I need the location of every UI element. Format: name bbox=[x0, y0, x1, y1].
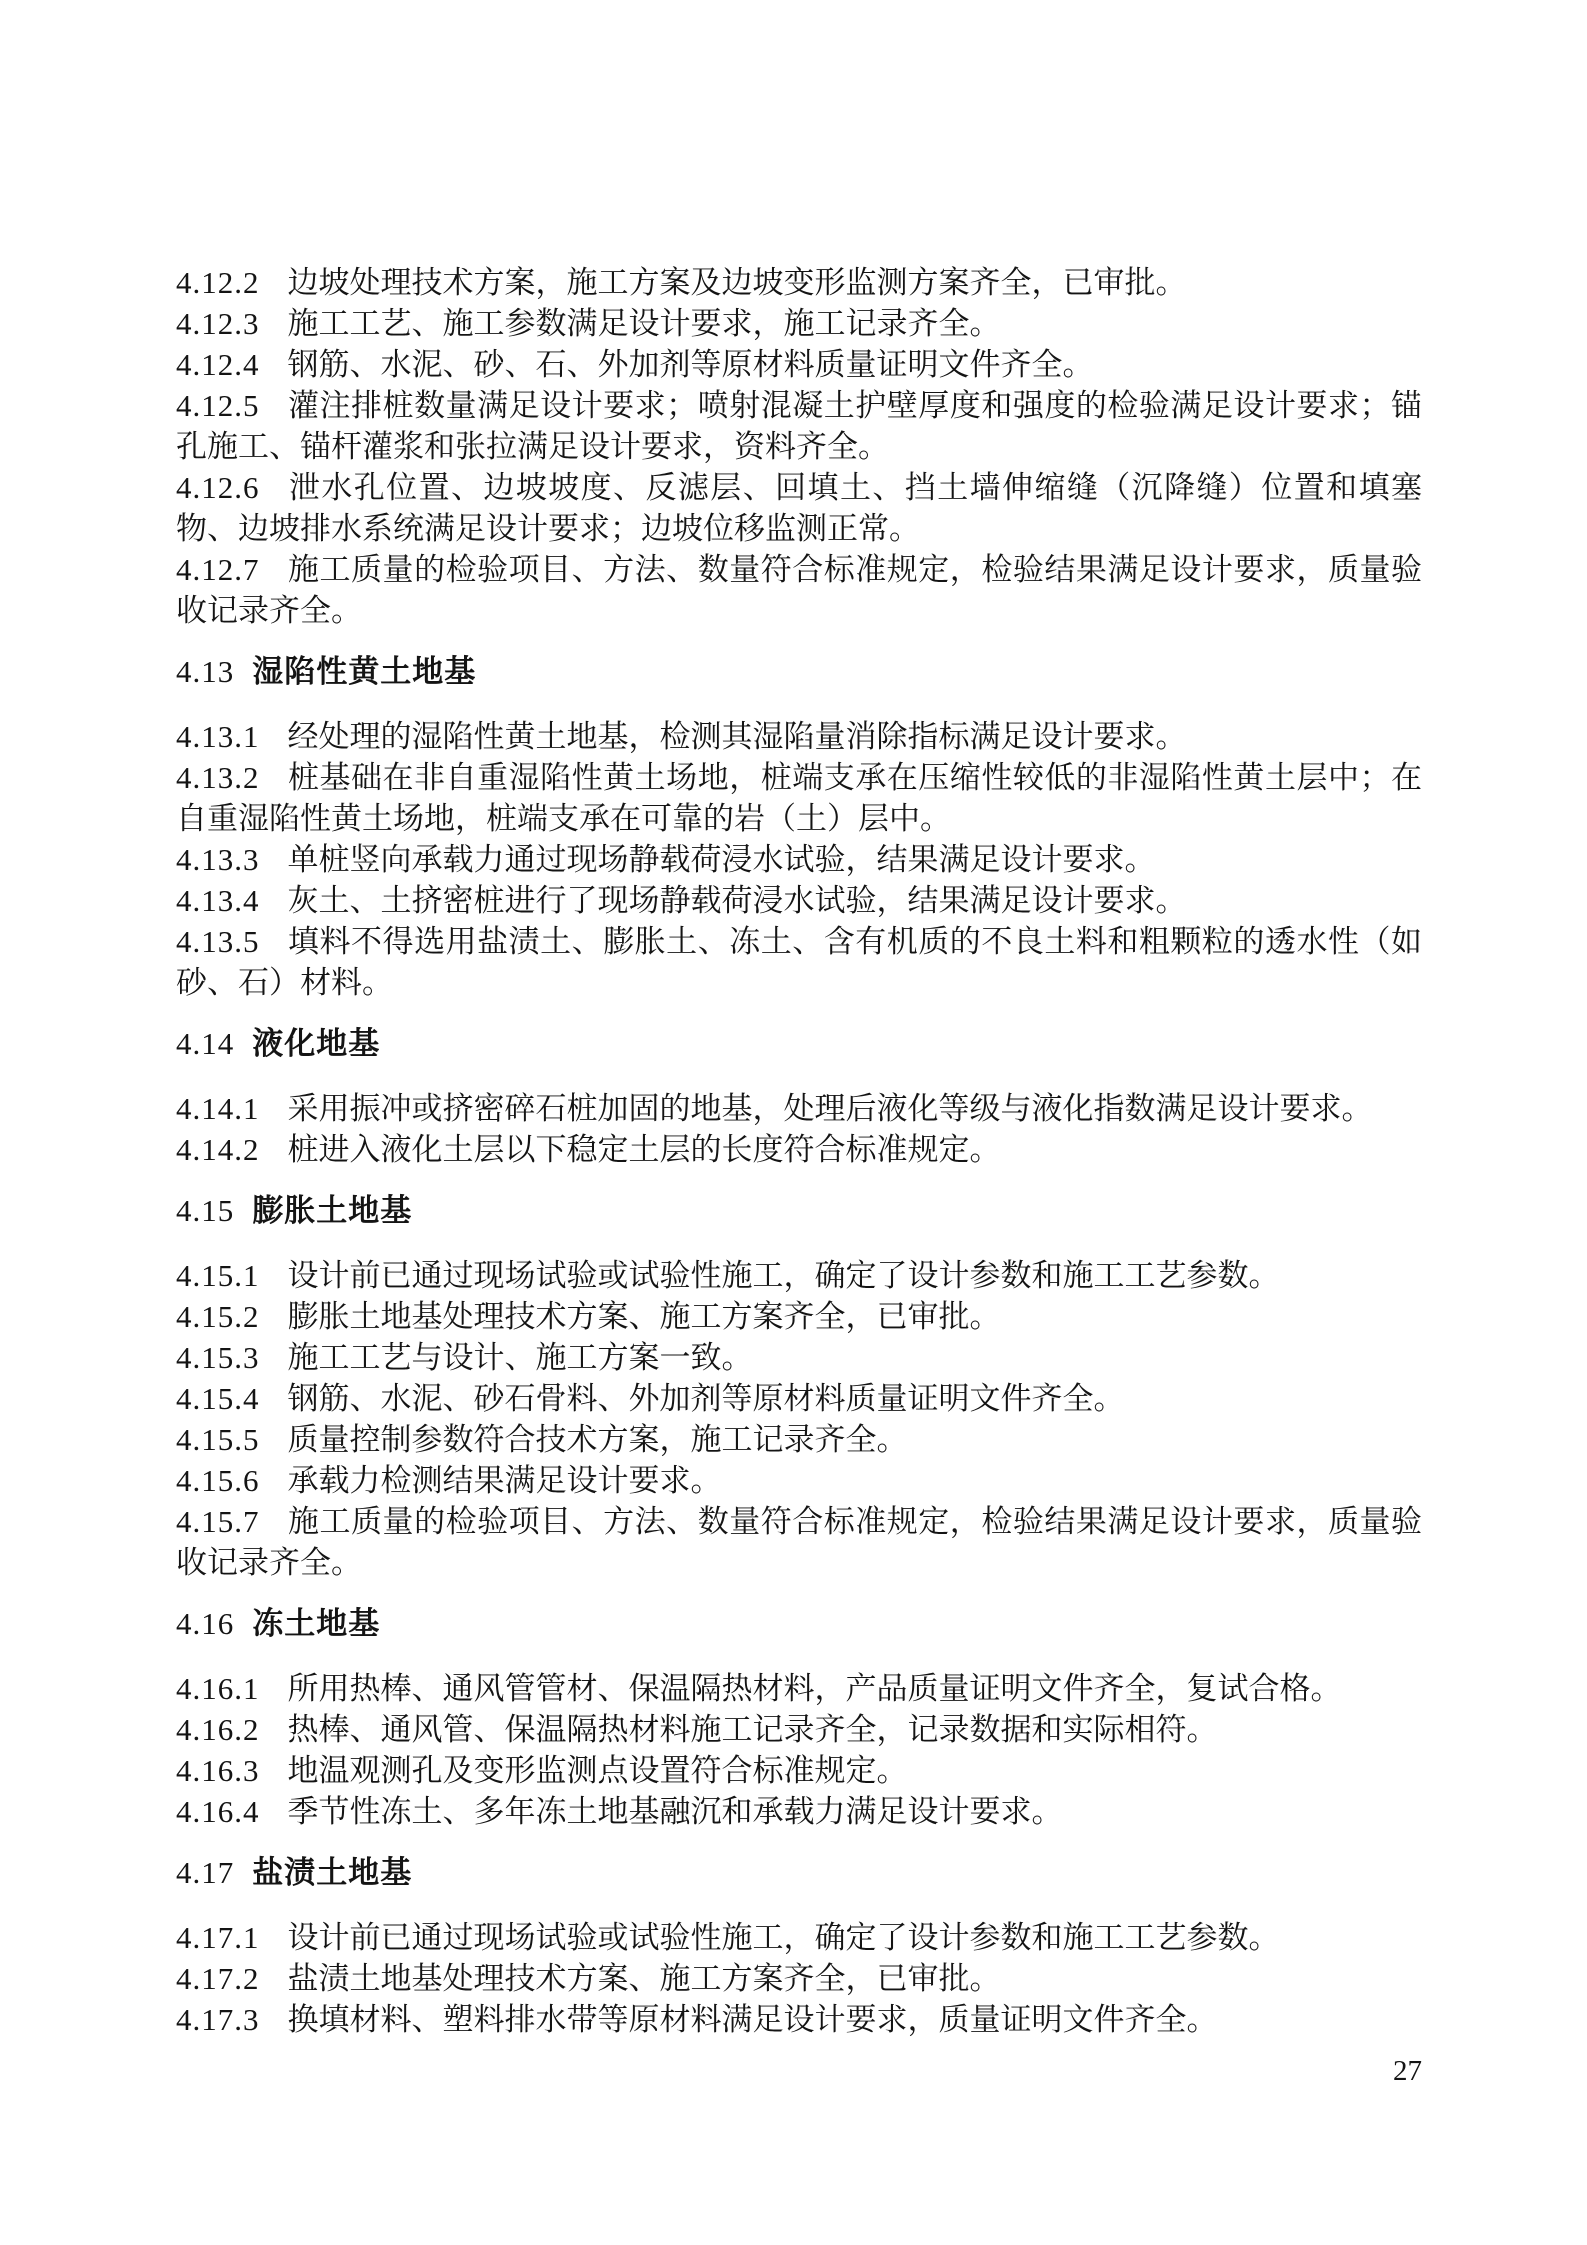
section-heading bbox=[176, 651, 1422, 692]
clause bbox=[176, 757, 1422, 839]
clause bbox=[176, 1709, 1422, 1750]
clause-text: 所用热棒、通风管管材、保温隔热材料，产品质量证明文件齐全，复试合格。 bbox=[287, 1671, 1342, 1706]
clause bbox=[176, 921, 1422, 1003]
page-number: 27 bbox=[1393, 2055, 1422, 2087]
clause bbox=[176, 839, 1422, 880]
clause-text: 盐渍土地基处理技术方案、施工方案齐全，已审批。 bbox=[287, 1961, 1001, 1996]
clause-text: 承载力检测结果满足设计要求。 bbox=[287, 1463, 722, 1498]
clause-number: 4.14.1 bbox=[176, 1091, 260, 1126]
clause-text: 膨胀土地基处理技术方案、施工方案齐全，已审批。 bbox=[287, 1299, 1001, 1334]
clause-number: 4.13.2 bbox=[176, 760, 260, 795]
clause-number: 4.12.3 bbox=[176, 306, 260, 341]
clause-text: 泄水孔位置、边坡坡度、反滤层、回填土、挡土墙伸缩缝（沉降缝）位置和填塞物、边坡排水系统满足设计要求；边坡位移监测正常。 bbox=[176, 470, 1422, 546]
clause bbox=[176, 1296, 1422, 1337]
clause-number: 4.15.5 bbox=[176, 1422, 260, 1457]
clause bbox=[176, 716, 1422, 757]
section-title: 膨胀土地基 bbox=[252, 1193, 413, 1228]
clause-number: 4.15.3 bbox=[176, 1340, 260, 1375]
section-title: 液化地基 bbox=[252, 1026, 381, 1061]
section-number: 4.17 bbox=[176, 1855, 235, 1890]
clause-text: 施工工艺、施工参数满足设计要求，施工记录齐全。 bbox=[287, 306, 1001, 341]
clause-text: 施工质量的检验项目、方法、数量符合标准规定，检验结果满足设计要求，质量验收记录齐全。 bbox=[176, 552, 1422, 628]
clause-text: 灌注排桩数量满足设计要求；喷射混凝土护壁厚度和强度的检验满足设计要求；锚孔施工、锚杆灌浆和张拉满足设计要求，资料齐全。 bbox=[176, 388, 1422, 464]
clause-text: 换填材料、塑料排水带等原材料满足设计要求，质量证明文件齐全。 bbox=[287, 2002, 1218, 2037]
section-heading bbox=[176, 1023, 1422, 1064]
clause-number: 4.13.5 bbox=[176, 924, 260, 959]
clause-text: 桩进入液化土层以下稳定土层的长度符合标准规定。 bbox=[287, 1132, 1001, 1167]
clause-number: 4.12.2 bbox=[176, 265, 260, 300]
clause-number: 4.17.1 bbox=[176, 1920, 260, 1955]
section-heading bbox=[176, 1852, 1422, 1893]
section-heading bbox=[176, 1603, 1422, 1644]
clause-text: 经处理的湿陷性黄土地基，检测其湿陷量消除指标满足设计要求。 bbox=[287, 719, 1187, 754]
clause-number: 4.16.1 bbox=[176, 1671, 260, 1706]
clause bbox=[176, 1460, 1422, 1501]
clause-text: 边坡处理技术方案，施工方案及边坡变形监测方案齐全，已审批。 bbox=[287, 265, 1187, 300]
clause bbox=[176, 1668, 1422, 1709]
clause bbox=[176, 1501, 1422, 1583]
clause bbox=[176, 549, 1422, 631]
clause-number: 4.16.4 bbox=[176, 1794, 260, 1829]
clause-text: 采用振冲或挤密碎石桩加固的地基，处理后液化等级与液化指数满足设计要求。 bbox=[287, 1091, 1373, 1126]
clause-text: 设计前已通过现场试验或试验性施工，确定了设计参数和施工工艺参数。 bbox=[287, 1920, 1280, 1955]
clause-number: 4.15.4 bbox=[176, 1381, 260, 1416]
clause bbox=[176, 1791, 1422, 1832]
clause-text: 灰土、土挤密桩进行了现场静载荷浸水试验，结果满足设计要求。 bbox=[287, 883, 1187, 918]
clause bbox=[176, 1750, 1422, 1791]
clause-number: 4.15.7 bbox=[176, 1504, 260, 1539]
clause-number: 4.12.6 bbox=[176, 470, 260, 505]
clause-number: 4.13.4 bbox=[176, 883, 260, 918]
clause bbox=[176, 1958, 1422, 1999]
clause bbox=[176, 1917, 1422, 1958]
clause-text: 桩基础在非自重湿陷性黄土场地，桩端支承在压缩性较低的非湿陷性黄土层中；在自重湿陷性黄土场地，桩端支承在可靠的岩（土）层中。 bbox=[176, 760, 1422, 836]
clause-text: 质量控制参数符合技术方案，施工记录齐全。 bbox=[287, 1422, 908, 1457]
clause-number: 4.16.2 bbox=[176, 1712, 260, 1747]
clause-text: 热棒、通风管、保温隔热材料施工记录齐全，记录数据和实际相符。 bbox=[287, 1712, 1218, 1747]
clause bbox=[176, 262, 1422, 303]
clause bbox=[176, 1129, 1422, 1170]
section-number: 4.14 bbox=[176, 1026, 235, 1061]
clause-text: 施工质量的检验项目、方法、数量符合标准规定，检验结果满足设计要求，质量验收记录齐全。 bbox=[176, 1504, 1422, 1580]
clause-text: 钢筋、水泥、砂、石、外加剂等原材料质量证明文件齐全。 bbox=[287, 347, 1094, 382]
clause-text: 钢筋、水泥、砂石骨料、外加剂等原材料质量证明文件齐全。 bbox=[287, 1381, 1125, 1416]
clause-number: 4.12.7 bbox=[176, 552, 260, 587]
section-heading bbox=[176, 1190, 1422, 1231]
clause-number: 4.13.1 bbox=[176, 719, 260, 754]
clause bbox=[176, 385, 1422, 467]
clause-number: 4.14.2 bbox=[176, 1132, 260, 1167]
clause-number: 4.12.5 bbox=[176, 388, 260, 423]
clause-number: 4.17.2 bbox=[176, 1961, 260, 1996]
clause-number: 4.15.1 bbox=[176, 1258, 260, 1293]
clause bbox=[176, 1999, 1422, 2040]
clause-number: 4.17.3 bbox=[176, 2002, 260, 2037]
clause bbox=[176, 467, 1422, 549]
clause-number: 4.13.3 bbox=[176, 842, 260, 877]
page-content bbox=[176, 262, 1422, 2040]
clause-text: 单桩竖向承载力通过现场静载荷浸水试验，结果满足设计要求。 bbox=[287, 842, 1156, 877]
clause-text: 季节性冻土、多年冻土地基融沉和承载力满足设计要求。 bbox=[287, 1794, 1063, 1829]
clause bbox=[176, 1419, 1422, 1460]
clause bbox=[176, 1255, 1422, 1296]
clause bbox=[176, 303, 1422, 344]
section-number: 4.15 bbox=[176, 1193, 235, 1228]
clause bbox=[176, 1378, 1422, 1419]
clause bbox=[176, 344, 1422, 385]
clause bbox=[176, 880, 1422, 921]
clause-text: 施工工艺与设计、施工方案一致。 bbox=[287, 1340, 753, 1375]
clause-number: 4.16.3 bbox=[176, 1753, 260, 1788]
clause-text: 填料不得选用盐渍土、膨胀土、冻土、含有机质的不良土料和粗颗粒的透水性（如砂、石）材料。 bbox=[176, 924, 1422, 1000]
section-title: 湿陷性黄土地基 bbox=[252, 654, 477, 689]
clause-number: 4.12.4 bbox=[176, 347, 260, 382]
clause-number: 4.15.6 bbox=[176, 1463, 260, 1498]
clause-text: 设计前已通过现场试验或试验性施工，确定了设计参数和施工工艺参数。 bbox=[287, 1258, 1280, 1293]
section-number: 4.16 bbox=[176, 1606, 235, 1641]
clause bbox=[176, 1088, 1422, 1129]
clause bbox=[176, 1337, 1422, 1378]
section-title: 冻土地基 bbox=[252, 1606, 381, 1641]
clause-number: 4.15.2 bbox=[176, 1299, 260, 1334]
clause-text: 地温观测孔及变形监测点设置符合标准规定。 bbox=[287, 1753, 908, 1788]
section-title: 盐渍土地基 bbox=[252, 1855, 413, 1890]
section-number: 4.13 bbox=[176, 654, 235, 689]
